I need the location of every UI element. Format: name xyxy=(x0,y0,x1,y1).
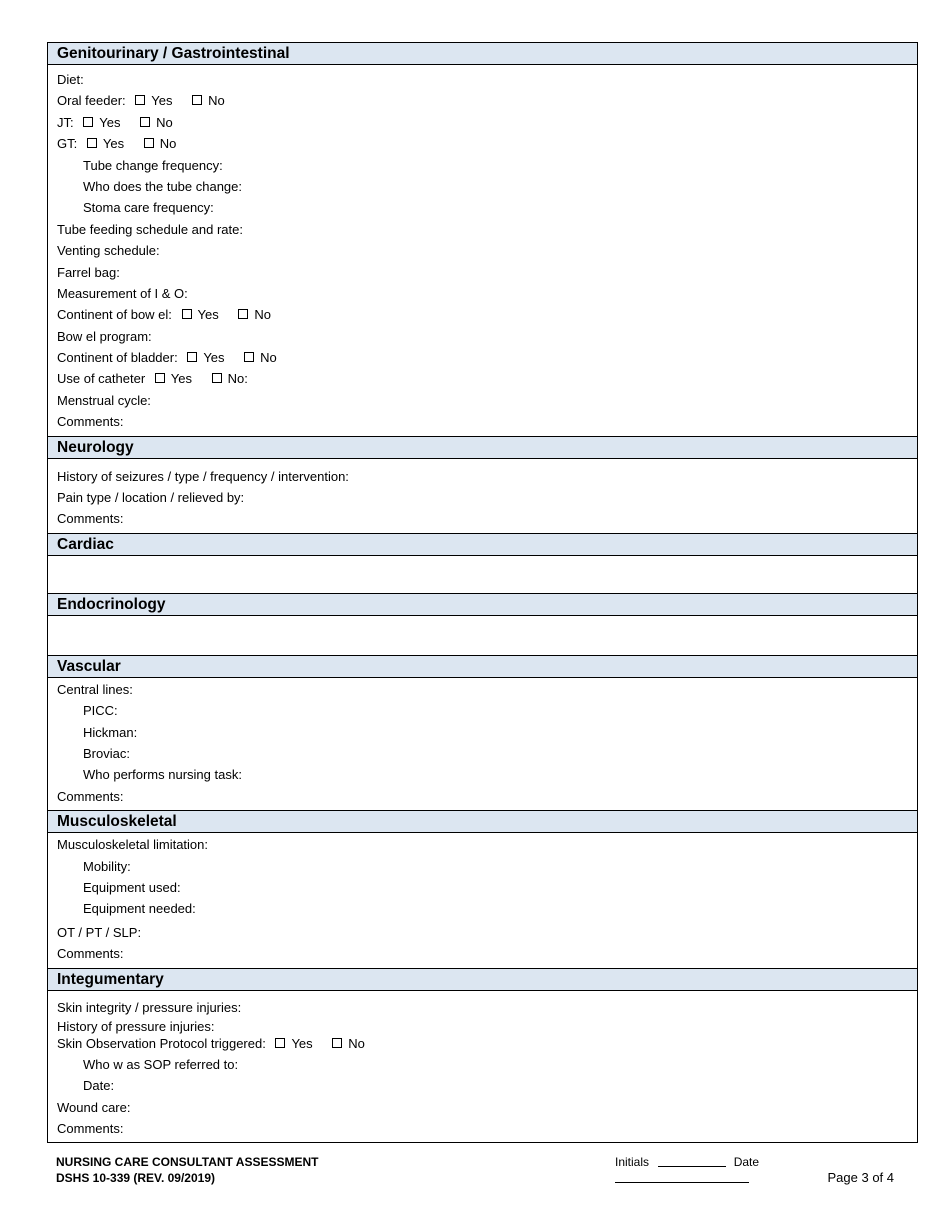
yes-label: Yes xyxy=(203,350,225,366)
oral-feeder-no-checkbox[interactable] xyxy=(192,95,202,105)
section-header-neurology: Neurology xyxy=(48,436,917,459)
no-label: No xyxy=(254,307,271,323)
date-line[interactable] xyxy=(615,1182,749,1183)
footer-form-id: DSHS 10-339 (REV. 09/2019) xyxy=(56,1171,215,1185)
field-equipment-needed: Equipment needed: xyxy=(83,901,196,917)
section-body-cardiac xyxy=(48,556,917,593)
field-sop-date: Date: xyxy=(83,1078,115,1094)
continent-bladder-label: Continent of bladder: xyxy=(57,350,178,366)
field-gi-comments: Comments: xyxy=(57,414,124,430)
oral-feeder-label: Oral feeder: xyxy=(57,93,126,109)
field-stoma-care: Stoma care frequency: xyxy=(83,200,214,216)
section-body-integumentary xyxy=(48,991,917,1143)
footer-form-info xyxy=(56,1154,318,1186)
field-catheter xyxy=(57,368,917,389)
no-label: No xyxy=(260,350,277,366)
field-ot-pt-slp: OT / PT / SLP: xyxy=(57,924,142,940)
continent-bowel-yes-checkbox[interactable] xyxy=(182,309,192,319)
field-measurement-io: Measurement of I & O: xyxy=(57,285,188,301)
no-label: No xyxy=(208,93,225,109)
yes-label: Yes xyxy=(102,136,125,152)
date-label: Date xyxy=(733,1155,760,1169)
field-venting: Venting schedule: xyxy=(57,243,160,259)
jt-no-checkbox[interactable] xyxy=(140,117,150,127)
gt-no-checkbox[interactable] xyxy=(144,138,154,148)
section-header-vascular: Vascular xyxy=(48,655,917,678)
sop-yes-checkbox[interactable] xyxy=(275,1038,285,1048)
field-diet: Diet: xyxy=(57,72,84,87)
field-mobility: Mobility: xyxy=(83,858,131,874)
field-vascular-comments: Comments: xyxy=(57,788,124,804)
jt-yes-checkbox[interactable] xyxy=(83,117,93,127)
field-neuro-comments: Comments: xyxy=(57,511,124,527)
continent-bowel-label: Continent of bow el: xyxy=(57,307,172,323)
field-continent-bowel xyxy=(57,304,917,325)
continent-bladder-yes-checkbox[interactable] xyxy=(187,352,197,362)
section-body-endocrinology xyxy=(48,616,917,655)
section-body-gi xyxy=(48,65,917,436)
continent-bladder-no-checkbox[interactable] xyxy=(244,352,254,362)
field-equipment-used: Equipment used: xyxy=(83,879,181,895)
continent-bowel-no-checkbox[interactable] xyxy=(238,309,248,319)
section-header-cardiac: Cardiac xyxy=(48,533,917,556)
no-label: No xyxy=(159,136,177,152)
gt-yes-checkbox[interactable] xyxy=(87,138,97,148)
yes-label: Yes xyxy=(170,371,192,387)
sop-no-checkbox[interactable] xyxy=(332,1038,342,1048)
footer-signoff xyxy=(615,1154,894,1186)
field-broviac: Broviac: xyxy=(83,745,130,761)
section-body-musculoskeletal xyxy=(48,833,917,967)
field-who-tube-change: Who does the tube change: xyxy=(83,178,243,194)
field-menstrual-cycle: Menstrual cycle: xyxy=(57,392,151,408)
field-who-performs: Who performs nursing task: xyxy=(83,767,242,783)
yes-label: Yes xyxy=(99,114,121,130)
field-gt xyxy=(57,133,917,154)
field-tube-change-frequency: Tube change frequency: xyxy=(83,157,223,173)
no-label: No: xyxy=(227,371,248,387)
field-jt xyxy=(57,112,917,133)
field-sop-triggered xyxy=(57,1035,917,1052)
gt-label: GT: xyxy=(57,136,78,152)
catheter-no-checkbox[interactable] xyxy=(212,373,222,383)
field-pressure-history: History of pressure injuries: xyxy=(57,1018,215,1034)
field-integ-comments: Comments: xyxy=(57,1121,124,1137)
field-msk-limitation: Musculoskeletal limitation: xyxy=(57,837,209,853)
yes-label: Yes xyxy=(197,307,219,323)
catheter-label: Use of catheter xyxy=(57,371,146,387)
section-header-musculoskeletal: Musculoskeletal xyxy=(48,810,917,833)
initials-label: Initials xyxy=(615,1155,650,1169)
yes-label: Yes xyxy=(151,93,173,109)
no-label: No xyxy=(156,114,173,130)
field-seizures: History of seizures / type / frequency / intervention: xyxy=(57,468,349,484)
section-body-vascular xyxy=(48,678,917,810)
yes-label: Yes xyxy=(291,1035,313,1051)
oral-feeder-yes-checkbox[interactable] xyxy=(135,95,145,105)
assessment-form xyxy=(47,42,918,1143)
field-sop-referred: Who w as SOP referred to: xyxy=(83,1056,239,1072)
footer-title: NURSING CARE CONSULTANT ASSESSMENT xyxy=(56,1155,319,1169)
field-farrel-bag: Farrel bag: xyxy=(57,264,120,280)
field-pain: Pain type / location / relieved by: xyxy=(57,490,245,506)
field-hickman: Hickman: xyxy=(83,724,138,740)
field-tube-feeding: Tube feeding schedule and rate: xyxy=(57,221,243,237)
section-header-gi: Genitourinary / Gastrointestinal xyxy=(48,42,917,65)
section-header-integumentary: Integumentary xyxy=(48,968,917,991)
section-header-endocrinology: Endocrinology xyxy=(48,593,917,616)
field-central-lines: Central lines: xyxy=(57,681,133,697)
initials-line[interactable] xyxy=(658,1166,726,1167)
field-msk-comments: Comments: xyxy=(57,946,124,962)
jt-label: JT: xyxy=(57,114,74,130)
field-picc: PICC: xyxy=(83,703,118,719)
field-continent-bladder xyxy=(57,347,917,368)
catheter-yes-checkbox[interactable] xyxy=(155,373,165,383)
no-label: No xyxy=(348,1035,365,1051)
field-wound-care: Wound care: xyxy=(57,1099,131,1115)
page-number: Page 3 of 4 xyxy=(827,1170,894,1185)
section-body-neurology xyxy=(48,459,917,533)
field-oral-feeder xyxy=(57,90,917,111)
sop-label: Skin Observation Protocol triggered: xyxy=(57,1035,266,1051)
field-skin-integrity: Skin integrity / pressure injuries: xyxy=(57,999,242,1015)
field-bowel-program: Bow el program: xyxy=(57,328,152,344)
